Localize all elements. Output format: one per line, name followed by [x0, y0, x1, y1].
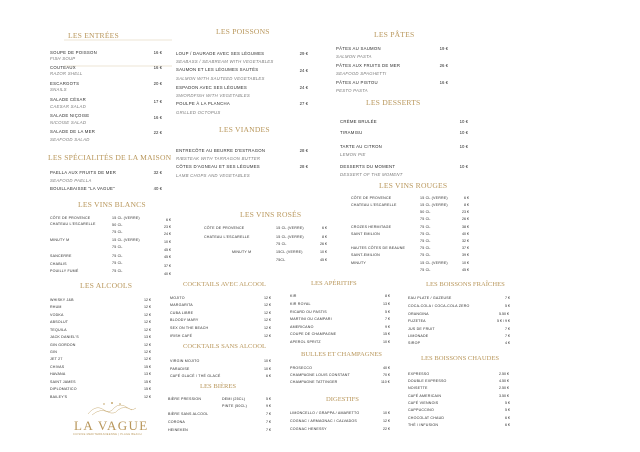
drink-name: ORANGINA	[408, 312, 429, 316]
drink-price: 6 €	[505, 423, 510, 427]
wine-price: 24 €	[164, 232, 171, 236]
wine-volume: 75 CL	[420, 268, 431, 272]
drink-name: CHAMPAGNE LOUIS CONSTANT	[290, 373, 350, 377]
drink-price: 5 €	[505, 401, 510, 405]
dish-name: PÂTES AU SAUMON	[336, 46, 381, 51]
dish-price: 24 €	[299, 68, 308, 73]
wine-volume: 75 CL	[112, 230, 123, 234]
wine-price: 45 €	[164, 255, 171, 259]
wine-volume: 75 CL	[420, 246, 431, 250]
drink-price: 5 €	[385, 310, 390, 314]
wave-logo-icon	[84, 400, 140, 418]
wine-name: MINUTY M	[50, 238, 70, 242]
dish-price: 16 €	[153, 50, 162, 55]
dish-name: CÔTES D'AGNEAU ET SES LÉGUMES	[176, 164, 260, 169]
drink-price: 12 €	[144, 343, 151, 347]
wine-name: SANCERRE	[50, 254, 72, 258]
dish-price: 40 €	[153, 186, 162, 191]
drink-name: PARADISE	[170, 367, 190, 371]
dish-price: 10 €	[459, 130, 468, 135]
wine-volume: 75 CL	[420, 253, 431, 257]
dish-price: 16 €	[439, 80, 448, 85]
drink-name: COGNAC / ARMAGNAC / CALVADOS	[290, 419, 357, 423]
dish-name: ENTRECÔTE AU BEURRE D'ESTRAGON	[176, 148, 266, 153]
drink-price: 4 €	[505, 341, 510, 345]
drink-price: 7 €	[505, 334, 510, 338]
drink-price: 22 €	[383, 427, 390, 431]
drink-name: CAPPUCCINO	[408, 408, 434, 412]
dish-price: 10 €	[459, 144, 468, 149]
wine-volume: 75 CL	[112, 261, 123, 265]
wine-volume: 75 CL	[420, 217, 431, 221]
drink-name: CAFÉ GLACÉ / THÉ GLACÉ	[170, 374, 221, 378]
drink-price: 7 €	[385, 317, 390, 321]
drink-price: 3.50 €	[499, 394, 509, 398]
drink-name: LIMONADE	[408, 334, 429, 338]
dish-english: CAESAR SALAD	[50, 104, 86, 109]
drink-name: JUS DE FRUIT	[408, 327, 435, 331]
drink-price: 12 €	[144, 305, 151, 309]
wine-volume: 50 CL	[112, 223, 123, 227]
wine-volume: 15 CL (VERRE)	[276, 235, 304, 239]
drink-price: 15 €	[144, 380, 151, 384]
drink-name: EAU PLATE / GAZEUSE	[408, 296, 452, 300]
drink-name: AMERICANO	[290, 325, 314, 329]
drink-price: 13 €	[144, 335, 151, 339]
wine-name: CÔTE DE PROVENCE	[204, 226, 245, 230]
dish-price: 28 €	[299, 148, 308, 153]
heading-bieres: LES BIÈRES	[200, 383, 237, 390]
drink-name: GIN GORDON	[50, 343, 76, 347]
drink-name: FUZETEA	[408, 319, 426, 323]
dish-price: 29 €	[299, 51, 308, 56]
drink-volume: DEMI (25CL)	[222, 397, 246, 401]
drink-price: 2.50 €	[499, 386, 509, 390]
drink-name: MARTINI OU CAMPARI	[290, 317, 332, 321]
dish-price: 17 €	[153, 99, 162, 104]
dish-english: SEAFOOD SALAD	[50, 137, 90, 142]
drink-name: COGNAC HENESSY	[290, 427, 327, 431]
dish-name: SALADE CÉSAR	[50, 97, 86, 102]
wine-volume: 75 CL	[420, 225, 431, 229]
dish-price: 19 €	[439, 46, 448, 51]
heading-poissons: LES POISSONS	[216, 27, 270, 36]
drink-price: 10 €	[264, 367, 271, 371]
wine-price: 40 €	[462, 232, 469, 236]
heading-specialites: LES SPÉCIALITÉS DE LA MAISON	[48, 153, 172, 162]
drink-price: 15 €	[144, 365, 151, 369]
heading-cocktails: COCKTAILS AVEC ALCOOL	[183, 281, 266, 288]
dish-english: SEAFOOD PAELLA	[50, 178, 92, 183]
dish-english: SWORDFISH WITH VEGETABLES	[176, 93, 250, 98]
drink-name: SAINT JAMES	[50, 380, 76, 384]
drink-price: 12 €	[144, 395, 151, 399]
heading-vins-rouges: LES VINS ROUGES	[379, 181, 448, 190]
drink-price: 12 €	[144, 328, 151, 332]
drink-name: HEINEKEN	[168, 428, 188, 432]
drink-name: RHUM	[50, 305, 62, 309]
wine-volume: 75 CL	[276, 242, 287, 246]
heading-aperitifs: LES APÉRITIFS	[311, 280, 357, 287]
dish-price: 16 €	[153, 115, 162, 120]
drink-price: 12 €	[144, 357, 151, 361]
wine-price: 32 €	[462, 239, 469, 243]
drink-name: IRISH CAFÉ	[170, 334, 193, 338]
wine-volume: 75 CL	[112, 254, 123, 258]
wine-name: MINUTY	[351, 261, 366, 265]
wine-price: 8 €	[322, 235, 327, 239]
wine-price: 39 €	[462, 253, 469, 257]
drink-name: BLOODY MARY	[170, 318, 199, 322]
wine-price: 26 €	[320, 242, 327, 246]
drink-price: 12 €	[264, 318, 271, 322]
wine-name: CÔTE DE PROVENCE	[50, 216, 91, 220]
drink-price: 12 €	[144, 298, 151, 302]
drink-price: 12 €	[144, 320, 151, 324]
wine-name: CHATEAU L'ESCARELLE	[204, 235, 250, 239]
dish-name: COUTEAUX	[50, 65, 76, 70]
wine-price: 6 €	[166, 218, 171, 222]
drink-name: CORONA	[168, 420, 185, 424]
dish-name: POULPE À LA PLANCHA	[176, 101, 230, 106]
drink-price: 12 €	[264, 303, 271, 307]
drink-name: VODKA	[50, 313, 64, 317]
heading-alcools: LES ALCOOLS	[80, 281, 133, 290]
drink-name: KIR ROYAL	[290, 302, 311, 306]
wine-volume: 50 CL	[420, 210, 431, 214]
drink-price: 15 €	[144, 387, 151, 391]
drink-price: 12 €	[264, 296, 271, 300]
dish-name: ESCARGOTS	[50, 81, 80, 86]
drink-name: LIMONCELLO / GRAPPA / AMARETTO	[290, 411, 360, 415]
wine-price: 26 €	[462, 217, 469, 221]
dish-english: FISH SOUP	[50, 56, 76, 61]
drink-name: CAFÉ AMERICAIN	[408, 394, 442, 398]
wine-price: 10 €	[462, 261, 469, 265]
wine-price: 6 €	[464, 196, 469, 200]
dish-name: PAELLA AUX FRUITS DE MER	[50, 170, 117, 175]
dish-name: CRÈME BRULÉE	[340, 119, 377, 124]
dish-price: 10 €	[459, 119, 468, 124]
logo-text: LA VAGUE	[74, 418, 149, 433]
heading-entrees: LES ENTRÉES	[68, 31, 119, 40]
drink-name: BIÈRE PRESSION	[168, 397, 202, 401]
wine-price: 23 €	[462, 210, 469, 214]
drink-name: RICARD OU PASTIS	[290, 310, 327, 314]
wine-price: 37 €	[164, 264, 171, 268]
heading-bulles: BULLES ET CHAMPAGNES	[301, 351, 382, 358]
dish-name: TARTE AU CITRON	[340, 144, 383, 149]
drink-price: 12 €	[264, 311, 271, 315]
wine-price: 10 €	[320, 250, 327, 254]
wine-name: CROZES HERMITAGE	[351, 225, 392, 229]
dish-name: PÂTES AU PISTOU	[336, 80, 378, 85]
dish-price: 28 €	[299, 164, 308, 169]
drink-price: 10 €	[264, 359, 271, 363]
drink-price: 15 €	[383, 332, 390, 336]
wine-price: 45 €	[462, 268, 469, 272]
wine-price: 10 €	[164, 240, 171, 244]
drink-price: 7 €	[266, 420, 271, 424]
wine-name: MINUTY M	[232, 250, 252, 254]
drink-price: 12 €	[144, 350, 151, 354]
drink-price: 10 €	[383, 411, 390, 415]
wine-volume: 75 CL	[112, 245, 123, 249]
drink-name: SEX ON THE BEACH	[170, 326, 209, 330]
drink-name: DIPLOMATICO	[50, 387, 77, 391]
dish-english: RAZOR SHELL	[50, 71, 83, 76]
heading-viandes: LES VIANDES	[219, 125, 270, 134]
wine-price: 45 €	[164, 248, 171, 252]
drink-price: 10 €	[383, 340, 390, 344]
heading-pates: LES PÂTES	[374, 30, 415, 39]
wine-name: SAINT EMILION	[351, 232, 380, 236]
drink-name: CHAMPAGNE TATTINGER	[290, 380, 338, 384]
dish-english: SALMON PASTA	[336, 54, 372, 59]
drink-price: 7 €	[505, 296, 510, 300]
dish-english: DESSERT OF THE MOMENT	[340, 172, 403, 177]
dish-english: LEMON PIE	[340, 152, 366, 157]
dish-name: ESPADON AVEC SES LÉGUMES	[176, 85, 248, 90]
dish-english: SEAFOOD SPAGHETTI	[336, 71, 387, 76]
dish-name: SALADE NIÇOISE	[50, 113, 90, 118]
drink-name: MOJITO	[170, 296, 185, 300]
wine-name: SAINT-EMILION	[351, 253, 380, 257]
drink-name: JACK DANIEL'S	[50, 335, 79, 339]
drink-price: 70 €	[383, 373, 390, 377]
dish-name: TIRAMISU	[340, 130, 363, 135]
drink-name: CUBA LIBRE	[170, 311, 194, 315]
drink-price: 12 €	[144, 313, 151, 317]
heading-digestifs: DIGESTIFS	[326, 396, 359, 403]
drink-price: 5.50 €	[499, 312, 509, 316]
heading-boissons-fraiches: LES BOISSONS FRAÎCHES	[426, 281, 505, 288]
dish-english: PESTO PASTA	[336, 88, 368, 93]
drink-name: CHIVAS	[50, 365, 65, 369]
drink-price: 7 €	[266, 428, 271, 432]
drink-name: COCA-COLA / COCA-COLA ZERO	[408, 304, 470, 308]
dish-name: SALADE DE LA MER	[50, 129, 96, 134]
wine-volume: 15 CL (VERRE)	[420, 196, 448, 200]
dish-name: DESSERTS DU MOMENT	[340, 164, 396, 169]
wine-volume: 15 CL (VERRE)	[112, 216, 140, 220]
drink-name: THÉ / INFUSION	[408, 423, 439, 427]
drink-price: 110 €	[381, 380, 390, 384]
wine-volume: 15 CL (VERRE)	[420, 261, 448, 265]
wine-price: 8 €	[464, 203, 469, 207]
dish-name: SAUMON ET LES LÉGUMES SAUTÉS	[176, 67, 259, 72]
drink-price: 40 €	[383, 366, 390, 370]
wine-name: HAUTES CÔTES DE BEAUNE	[351, 246, 406, 250]
dish-english: SNAILS	[50, 87, 67, 92]
drink-name: PROSECCO	[290, 366, 313, 370]
drink-name: APEROL SPRITZ	[290, 340, 321, 344]
drink-price: 6 €	[505, 416, 510, 420]
drink-price: 6 €	[266, 374, 271, 378]
wine-volume: 15CL (VERRE)	[276, 250, 303, 254]
dish-price: 16 €	[153, 65, 162, 70]
wine-name: CHATEAU L'ESCARELLE	[351, 203, 397, 207]
drink-name: COUPE DE CHAMPAGNE	[290, 332, 337, 336]
drink-name: BAILEY'S	[50, 395, 68, 399]
drink-name: BIÈRE SANS ALCOOL	[168, 412, 209, 416]
drink-price: 4.50 €	[499, 379, 509, 383]
dish-english: SALMON WITH SAUTEED VEGETABLES	[176, 76, 265, 81]
drink-price: 12 €	[264, 326, 271, 330]
drink-price: 13 €	[144, 372, 151, 376]
drink-price: 5 €	[505, 408, 510, 412]
drink-name: MARGARITA	[170, 303, 193, 307]
drink-price: 5 €	[505, 304, 510, 308]
wine-name: CHABLIS	[50, 262, 67, 266]
wine-volume: 75 CL	[420, 239, 431, 243]
drink-name: VIRGIN MOJITO	[170, 359, 200, 363]
dish-english: LAMB CHOPS AND VEGETABLES	[176, 173, 250, 178]
drink-price: 8 €	[385, 294, 390, 298]
heading-cocktails-sans: COCKTAILS SANS ALCOOL	[183, 343, 267, 350]
drink-price: 2.50 €	[499, 372, 509, 376]
heading-vins-blancs: LES VINS BLANCS	[78, 200, 146, 209]
heading-vins-roses: LES VINS ROSÉS	[240, 210, 302, 219]
drink-price: 7 €	[266, 412, 271, 416]
wine-price: 45 €	[320, 258, 327, 262]
dish-english: GRILLED OCTOPUS	[176, 110, 221, 115]
heading-desserts: LES DESSERTS	[366, 98, 421, 107]
dish-price: 24 €	[299, 85, 308, 90]
dish-price: 26 €	[439, 63, 448, 68]
dish-english: SEABASS / SEABREAM WITH VEGETABLES	[176, 59, 274, 64]
wine-name: CÔTE DE PROVENCE	[351, 196, 392, 200]
wine-price: 40 €	[164, 272, 171, 276]
dish-name: LOUP / DAURADE AVEC SES LÉGUMES	[176, 51, 265, 56]
wine-volume: 75 CL	[112, 269, 123, 273]
drink-price: 9 €	[385, 325, 390, 329]
drink-volume: PINTE (50CL)	[222, 404, 247, 408]
drink-price: 12 €	[383, 419, 390, 423]
wine-name: CHATEAU L'ESCARELLE	[50, 222, 96, 226]
heading-boissons-chaudes: LES BOISSONS CHAUDES	[421, 355, 500, 362]
drink-name: DOUBLE EXPRESSO	[408, 379, 447, 383]
drink-name: ABSOLUT	[50, 320, 69, 324]
wine-price: 37 €	[462, 246, 469, 250]
wine-volume: 75 CL	[420, 232, 431, 236]
drink-price: 9 €	[266, 404, 271, 408]
wine-volume: 15 CL (VERRE)	[112, 238, 140, 242]
drink-name: EXPRESSO	[408, 372, 430, 376]
drink-name: GIN	[50, 350, 57, 354]
drink-price: 7 €	[505, 327, 510, 331]
drink-name: WHISKY J&B	[50, 298, 74, 302]
wine-price: 23 €	[164, 225, 171, 229]
drink-price: 12 €	[264, 334, 271, 338]
dish-price: 20 €	[153, 81, 162, 86]
wine-volume: 15 CL (VERRE)	[276, 226, 304, 230]
drink-price: 5 €	[266, 397, 271, 401]
dish-price: 27 €	[299, 101, 308, 106]
dish-name: BOUILLABAISSE "LA VAGUE"	[50, 186, 115, 191]
dish-english: NICOISE SALAD	[50, 120, 87, 125]
dish-english: RIBSTEAK WITH TARRAGON BUTTER	[176, 156, 261, 161]
wine-price: 6 €	[322, 226, 327, 230]
drink-name: KIR	[290, 294, 297, 298]
dish-price: 10 €	[459, 164, 468, 169]
wine-name: POUILLY FUMÉ	[50, 269, 79, 273]
drink-name: NOISETTE	[408, 386, 428, 390]
logo-tagline: CUISINE MEDITERRANEENNE | PLAGE BEACH	[73, 433, 142, 436]
dish-price: 32 €	[153, 170, 162, 175]
wine-price: 38 €	[462, 225, 469, 229]
drink-name: JET 27	[50, 357, 63, 361]
drink-price: 5 € / 9 €	[497, 319, 510, 323]
drink-name: SIROP	[408, 341, 421, 345]
wine-volume: 75CL	[276, 258, 286, 262]
wine-volume: 15 CL (VERRE)	[420, 203, 448, 207]
dish-name: SOUPE DE POISSON	[50, 50, 97, 55]
drink-name: TEQUILA	[50, 328, 67, 332]
drink-price: 13 €	[383, 302, 390, 306]
drink-name: CAFÉ VIENNOIS	[408, 401, 439, 405]
drink-name: CHOCOLAT CHAUD	[408, 416, 445, 420]
drink-name: HAVANA	[50, 372, 66, 376]
dish-name: PÂTES AUX FRUITS DE MER	[336, 63, 401, 68]
dish-price: 22 €	[153, 130, 162, 135]
